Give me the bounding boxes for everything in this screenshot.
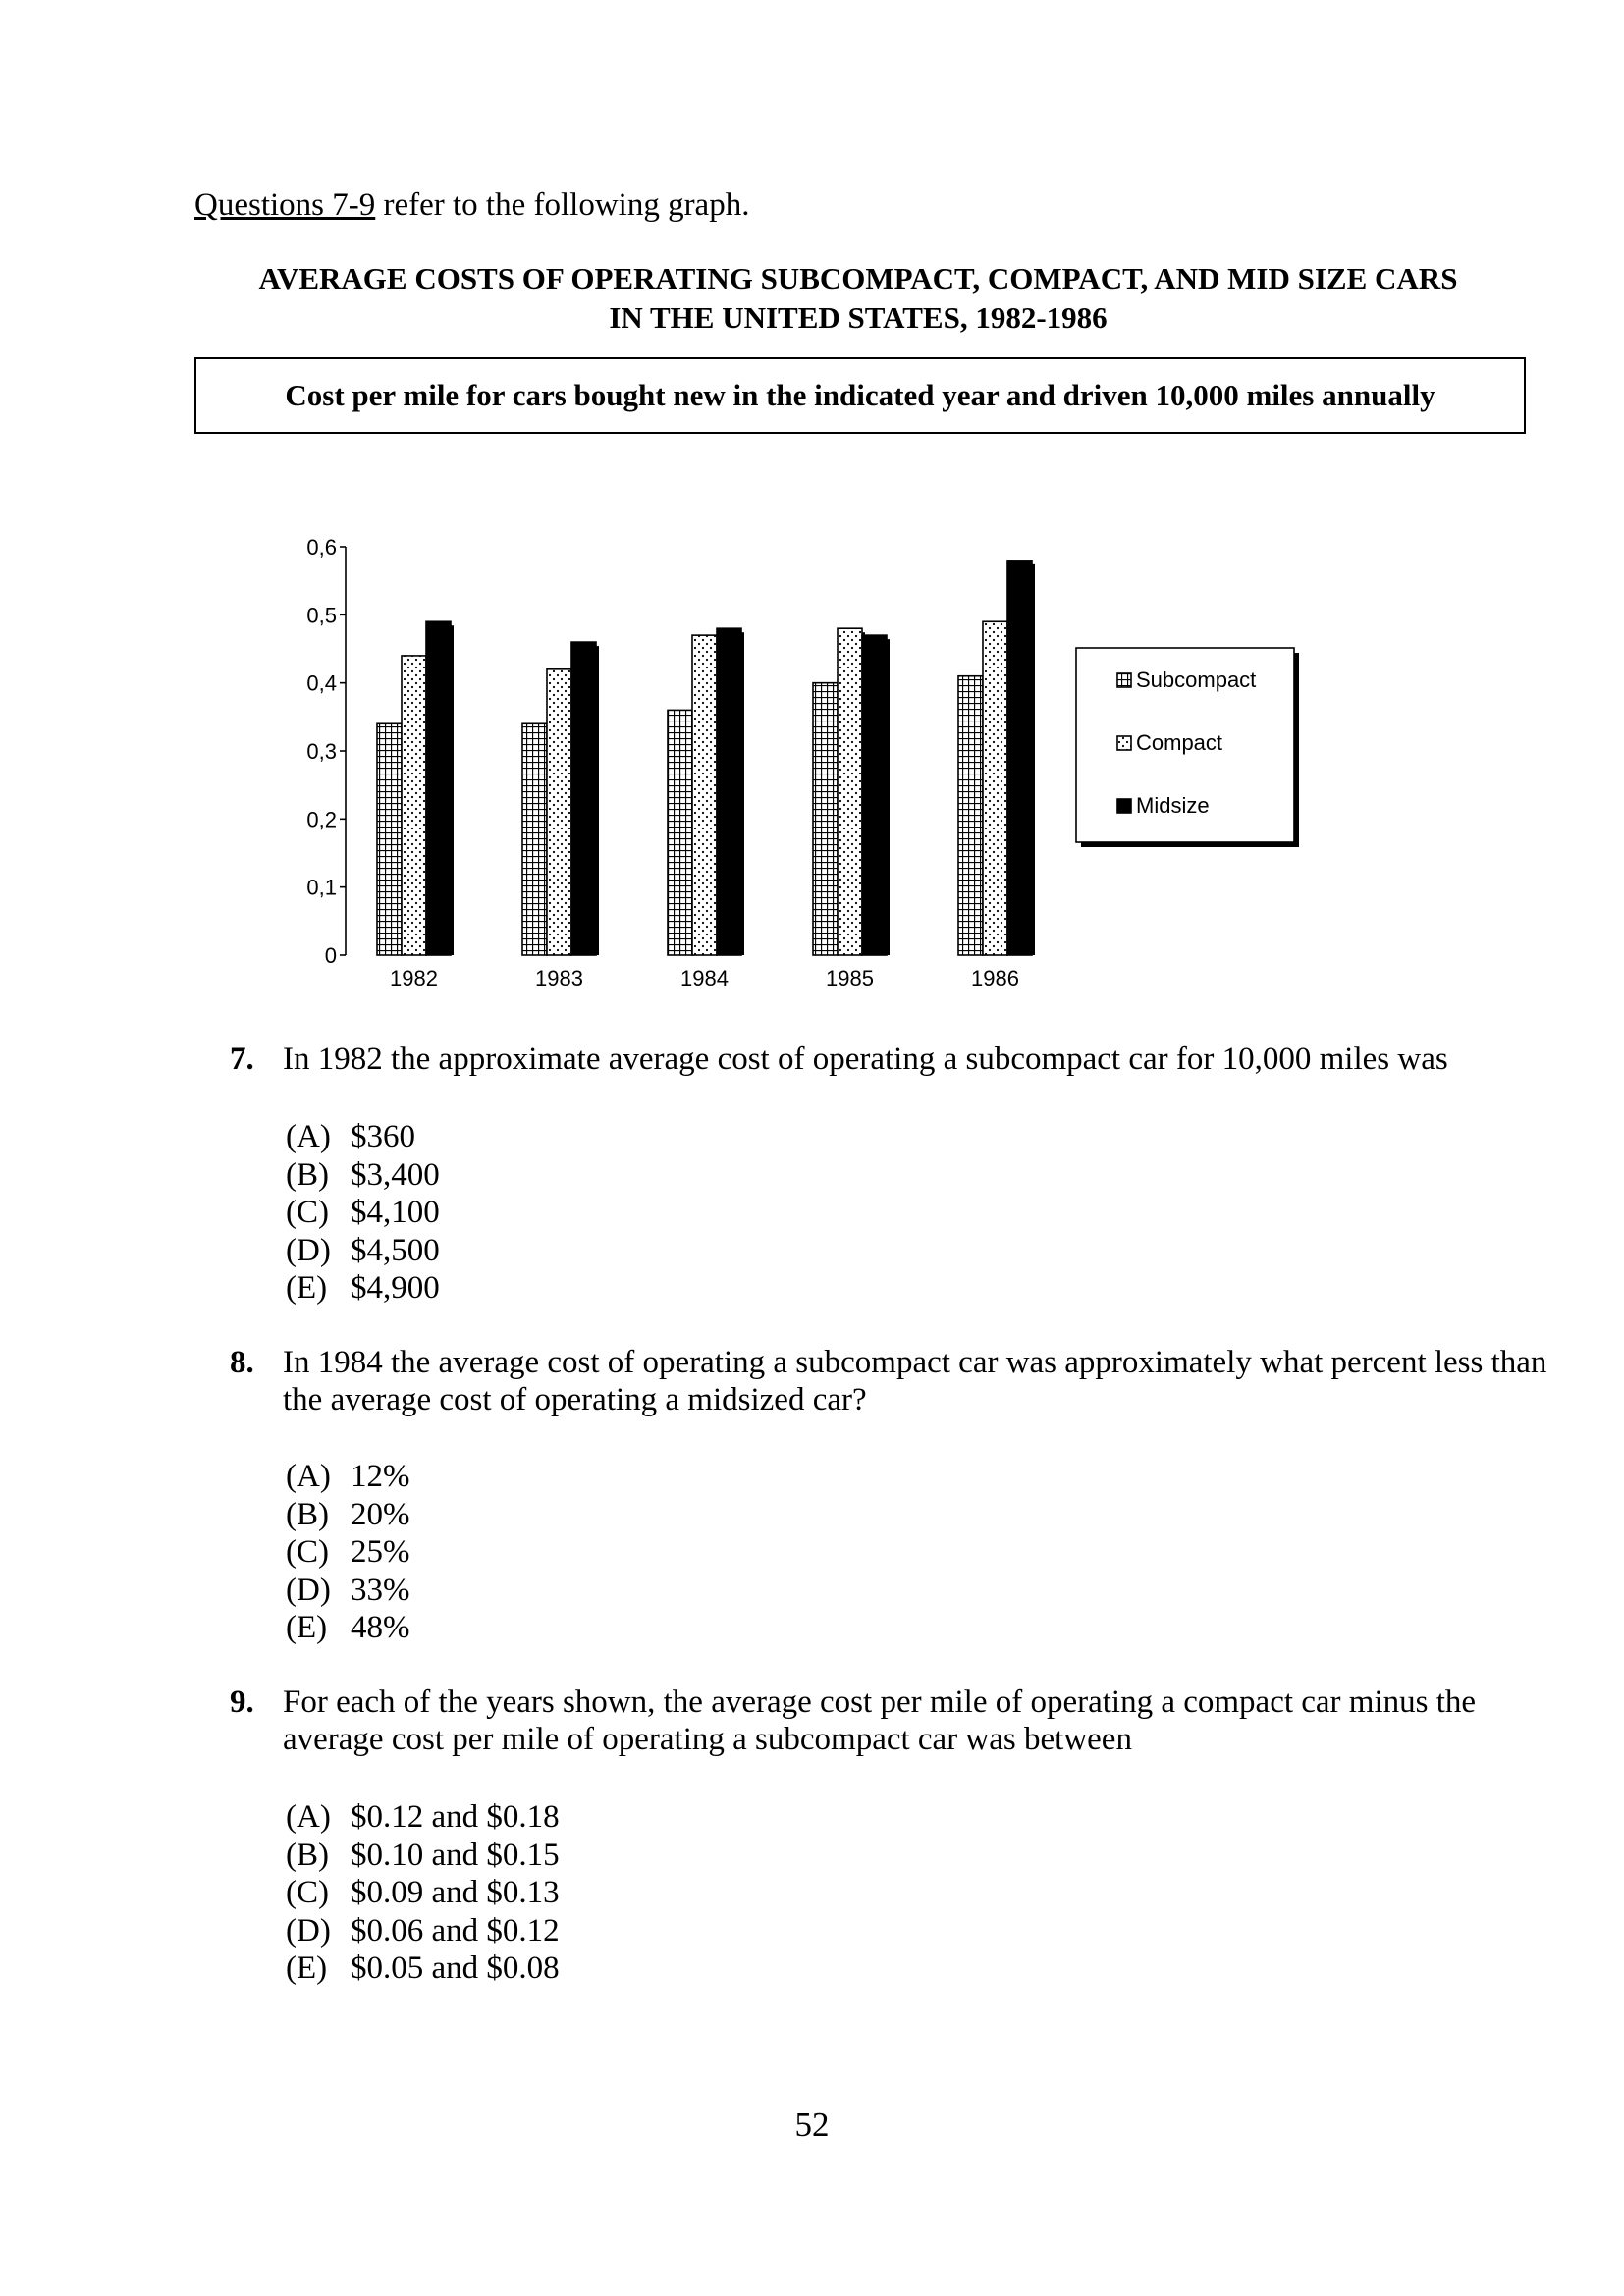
- option-label: (C): [286, 1875, 329, 1911]
- bar-midsize-1986: [1007, 561, 1032, 955]
- option-d: [286, 1912, 560, 1950]
- option-text: 20%: [351, 1496, 410, 1532]
- option-text: $360: [351, 1119, 415, 1154]
- option-text: $0.05 and $0.08: [351, 1950, 560, 1987]
- option-text: $0.12 and $0.18: [351, 1799, 560, 1835]
- x-tick-label: 1986: [971, 966, 1019, 990]
- option-label: (E): [286, 1950, 328, 1987]
- option-e: [286, 1269, 440, 1308]
- bar-midsize-1984: [717, 628, 741, 955]
- legend-swatch-compact: [1117, 736, 1131, 750]
- bar-compact-1982: [402, 656, 426, 955]
- option-a: [286, 1118, 440, 1156]
- option-text: $4,100: [351, 1195, 440, 1231]
- option-label: (A): [286, 1119, 331, 1154]
- bar-subcompact-1985: [813, 683, 838, 955]
- option-label: (A): [286, 1459, 331, 1494]
- question-9-options: [286, 1798, 560, 1988]
- option-text: 48%: [351, 1610, 410, 1646]
- option-c: [286, 1194, 440, 1232]
- option-b: [286, 1837, 560, 1875]
- x-tick-label: 1983: [535, 966, 583, 990]
- bar-subcompact-1986: [958, 676, 983, 955]
- y-tick-label: 0,5: [306, 603, 337, 628]
- question-8-options: [286, 1458, 410, 1647]
- option-b: [286, 1496, 410, 1534]
- option-label: (E): [286, 1610, 328, 1646]
- chart-caption-box: [194, 357, 1526, 434]
- option-text: $0.06 and $0.12: [351, 1912, 560, 1949]
- question-number: 9.: [230, 1684, 254, 1720]
- option-b: [286, 1156, 440, 1195]
- question-text: For each of the years shown, the average cost per mile of operating a compact car minus the average cost per mile of operating a subcompact car was between: [283, 1684, 1477, 1757]
- bar-midsize-1982: [426, 621, 451, 955]
- option-a: [286, 1798, 560, 1837]
- bar-subcompact-1982: [377, 723, 402, 955]
- option-text: $3,400: [351, 1156, 440, 1193]
- bar-compact-1983: [547, 669, 571, 955]
- bar-chart: [285, 520, 1326, 1011]
- x-tick-label: 1984: [680, 966, 729, 990]
- option-e: [286, 1609, 410, 1647]
- bar-midsize-1983: [571, 642, 596, 955]
- bar-subcompact-1984: [668, 710, 692, 955]
- chart-caption: Cost per mile for cars bought new in the indicated year and driven 10,000 miles annually: [285, 378, 1435, 412]
- option-text: 25%: [351, 1534, 410, 1571]
- y-tick-label: 0,6: [306, 535, 337, 560]
- question-7-options: [286, 1118, 440, 1308]
- option-e: [286, 1949, 560, 1988]
- option-label: (E): [286, 1270, 328, 1307]
- bar-compact-1985: [838, 628, 862, 955]
- legend-swatch-midsize: [1117, 799, 1131, 813]
- questions-reference: Questions 7-9: [194, 187, 376, 223]
- question-number: 8.: [230, 1345, 254, 1380]
- bar-subcompact-1983: [522, 723, 547, 955]
- y-tick-label: 0,4: [306, 670, 337, 696]
- option-label: (C): [286, 1534, 329, 1571]
- option-label: (B): [286, 1496, 329, 1532]
- option-text: $0.10 and $0.15: [351, 1837, 560, 1873]
- x-tick-label: 1982: [390, 966, 438, 990]
- question-text: In 1984 the average cost of operating a subcompact car was approximately what percent less than the average cost of operating a midsized car?: [283, 1345, 1547, 1417]
- option-text: $4,500: [351, 1232, 440, 1268]
- intro-rest: refer to the following graph.: [375, 187, 750, 223]
- question-number: 7.: [230, 1041, 254, 1077]
- x-tick-label: 1985: [826, 966, 874, 990]
- option-label: (B): [286, 1156, 329, 1193]
- y-tick-label: 0,2: [306, 807, 337, 832]
- legend-label-compact: Compact: [1136, 730, 1223, 755]
- bar-compact-1984: [692, 635, 717, 955]
- y-tick-label: 0,3: [306, 739, 337, 764]
- bar-midsize-1985: [862, 635, 887, 955]
- legend-label-subcompact: Subcompact: [1136, 667, 1257, 692]
- option-a: [286, 1458, 410, 1496]
- option-label: (A): [286, 1799, 331, 1835]
- option-label: (D): [286, 1912, 331, 1949]
- legend-label-midsize: Midsize: [1136, 793, 1210, 818]
- option-label: (D): [286, 1232, 331, 1268]
- option-label: (B): [286, 1837, 329, 1873]
- option-c: [286, 1874, 560, 1912]
- chart-title-line-2: IN THE UNITED STATES, 1982-1986: [609, 300, 1108, 335]
- option-c: [286, 1533, 410, 1572]
- page-number: 52: [794, 2106, 830, 2144]
- bar-compact-1986: [983, 621, 1007, 955]
- option-text: 33%: [351, 1572, 410, 1608]
- option-label: (C): [286, 1195, 329, 1231]
- intro-line: [194, 183, 749, 228]
- option-d: [286, 1572, 410, 1610]
- option-text: $4,900: [351, 1270, 440, 1307]
- y-tick-label: 0: [324, 943, 337, 968]
- legend-swatch-subcompact: [1117, 673, 1131, 687]
- option-d: [286, 1232, 440, 1270]
- y-tick-label: 0,1: [306, 875, 337, 900]
- option-text: 12%: [351, 1459, 410, 1494]
- option-text: $0.09 and $0.13: [351, 1875, 560, 1911]
- question-text: In 1982 the approximate average cost of operating a subcompact car for 10,000 miles was: [283, 1041, 1448, 1077]
- option-label: (D): [286, 1572, 331, 1608]
- chart-title-line-1: AVERAGE COSTS OF OPERATING SUBCOMPACT, COMPACT, AND MID SIZE CARS: [258, 261, 1458, 295]
